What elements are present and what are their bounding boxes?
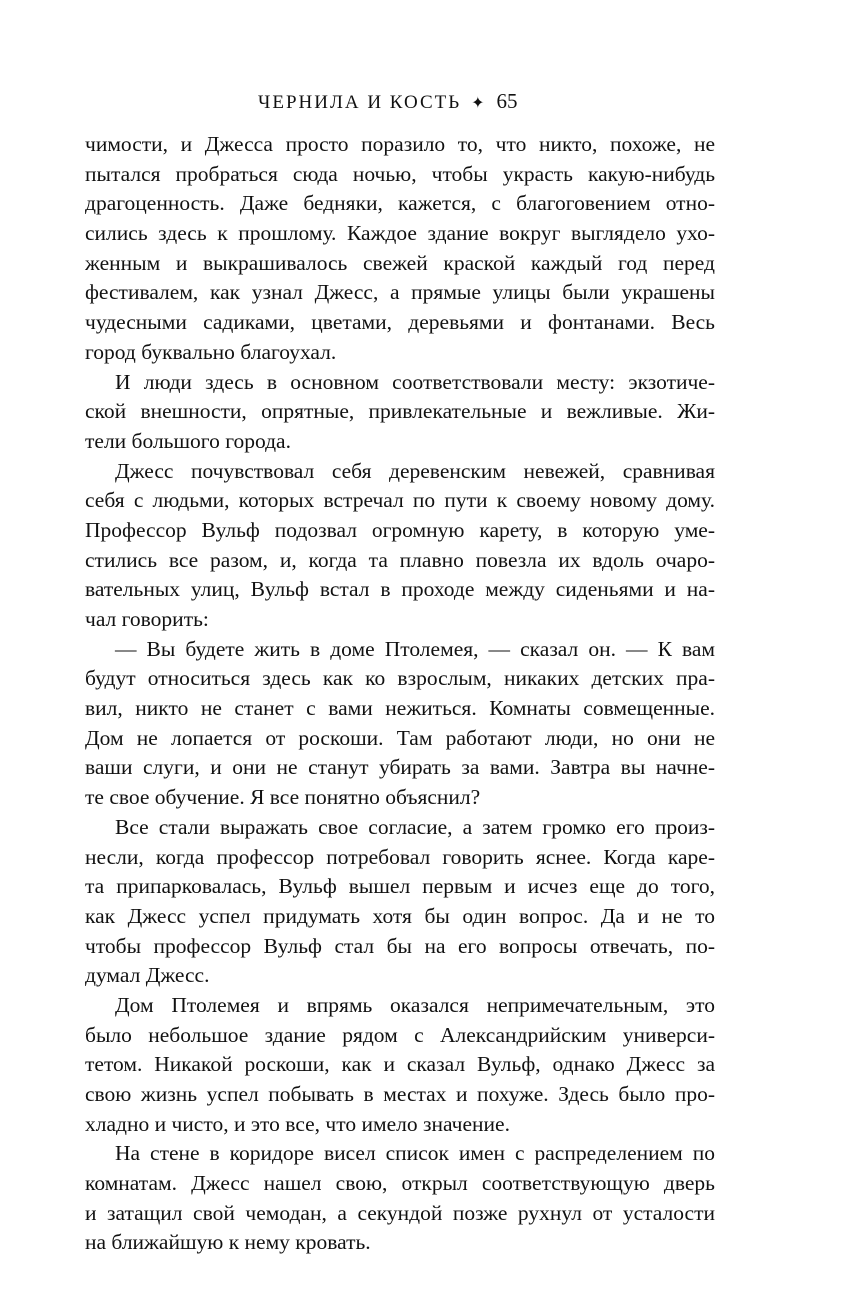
paragraph	[85, 813, 715, 991]
book-title: ЧЕРНИЛА И КОСТЬ	[258, 92, 462, 113]
text-line: чал говорить:	[85, 607, 209, 631]
text-line: думал Джесс.	[85, 963, 210, 988]
text-line: вательных улиц, Вульф встал в проходе между сиденьями и на-	[85, 577, 715, 602]
text-line: Дом Птолемея и впрямь оказался непримечательным, это	[115, 992, 715, 1017]
text-line: несли, когда профессор потребовал говорить яснее. Когда каре-	[85, 844, 715, 869]
text-line: И люди здесь в основном соответствовали месту: экзотиче-	[115, 369, 715, 394]
text-line: На стене в коридоре висел список имен с распределением по	[115, 1141, 715, 1166]
paragraph	[85, 991, 715, 1139]
ornament-icon: ✦	[471, 95, 487, 112]
text-line: та припарковалась, Вульф вышел первым и исчез еще до того,	[85, 874, 715, 899]
text-line: чимости, и Джесса просто поразило то, что никто, похоже, не	[85, 132, 715, 156]
text-line: те свое обучение. Я все понятно объяснил?	[85, 785, 481, 810]
paragraph	[85, 130, 715, 368]
paragraph	[85, 457, 715, 635]
text-line: тетом. Никакой роскоши, как и сказал Вульф, однако Джесс за	[85, 1052, 715, 1077]
paragraph	[85, 1139, 715, 1258]
text-line: тели большого города.	[85, 428, 291, 453]
text-line: Дом не лопается от роскоши. Там работают люди, но они не	[85, 725, 715, 750]
paragraph	[85, 635, 715, 813]
text-line: комнатам. Джесс нашел свою, открыл соответствующую дверь	[85, 1171, 715, 1196]
text-line: фестивалем, как узнал Джесс, а прямые улицы были украшены	[85, 280, 715, 305]
text-line: как Джесс успел придумать хотя бы один вопрос. Да и не то	[85, 903, 715, 928]
text-line: ской внешности, опрятные, привлекательные и вежливые. Жи-	[85, 399, 715, 424]
text-line: и затащил свой чемодан, а секундой позже рухнул от усталости	[85, 1200, 715, 1225]
text-line: хладно и чисто, и это все, что имело значение.	[85, 1111, 510, 1136]
text-line: вил, никто не станет с вами нежиться. Комнаты совмещенные.	[85, 696, 715, 721]
paragraph	[85, 368, 715, 457]
text-line: пытался пробраться сюда ночью, чтобы украсть какую-нибудь	[85, 161, 715, 186]
text-line: Джесс почувствовал себя деревенским невежей, сравнивая	[115, 458, 715, 483]
body-text	[85, 130, 715, 1258]
text-line: будут относиться здесь как ко взрослым, никаких детских пра-	[85, 666, 715, 691]
text-line: Профессор Вульф подозвал огромную карету, в которую уме-	[85, 517, 715, 542]
text-line: было небольшое здание рядом с Александрийским универси-	[85, 1022, 715, 1047]
running-head	[258, 86, 558, 116]
text-line: чтобы профессор Вульф стал бы на его вопросы отвечать, по-	[85, 933, 715, 958]
text-line: женным и выкрашивалось свежей краской каждый год перед	[85, 250, 715, 275]
text-line: свою жизнь успел побывать в местах и похуже. Здесь было про-	[85, 1082, 715, 1106]
text-line: сились здесь к прошлому. Каждое здание вокруг выглядело ухо-	[85, 221, 715, 246]
page-number: 65	[496, 89, 518, 113]
text-line: город буквально благоухал.	[85, 339, 337, 364]
text-line: на ближайшую к нему кровать.	[85, 1230, 371, 1255]
text-line: стились все разом, и, когда та плавно повезла их вдоль очаро-	[85, 547, 715, 572]
text-line: ваши слуги, и они не станут убирать за вами. Завтра вы начне-	[85, 755, 715, 780]
text-line: — Вы будете жить в доме Птолемея, — сказал он. — К вам	[115, 636, 715, 661]
text-line: драгоценность. Даже бедняки, кажется, с благоговением отно-	[85, 191, 715, 216]
text-line: чудесными садиками, цветами, деревьями и фонтанами. Весь	[85, 310, 715, 335]
text-line: себя с людьми, которых встречал по пути к своему новому дому.	[85, 488, 715, 513]
text-line: Все стали выражать свое согласие, а затем громко его произ-	[115, 814, 715, 839]
